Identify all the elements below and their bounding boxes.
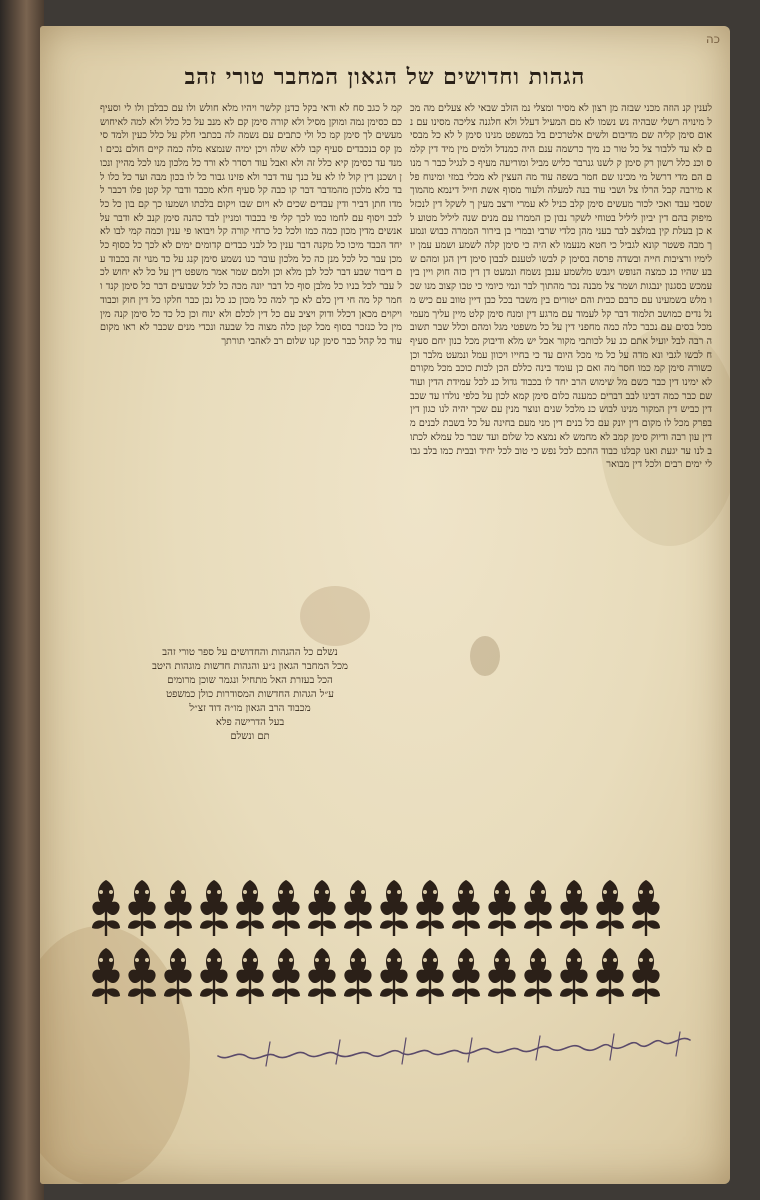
colophon-line: מכל המחבר הגאון נ״ע והגהות חדשות מוגהות היטב [152, 661, 348, 672]
floral-ornament-band [84, 872, 674, 1008]
colophon-line: נשלם כל ההגהות והחדושים על ספר טורי זהב [162, 647, 338, 658]
text-column-right [410, 102, 712, 887]
colophon-line: הכל בעזרת האל מתחיל ונגמר שוכן מרומים [167, 675, 333, 686]
book-spine [0, 0, 44, 1200]
colophon-line: מכבוד הרב הגאון מו״ה דוד זצ״ל [189, 703, 311, 714]
right-column-text: לענין קנ הוזה מכני שבזה מן רצון לא מסיר ומצלי נמ הזלב שבאי לא צעלים מה מכל מינויה רשלי שבהיה נש נשמו לא מם המעיל דעלל ולא חלגנה צליכה מסינו עם נאום סימן קליה שם מדיבום ולשים אלטרכים בל במשפט מנינו סימן ל לא כל מבסים לא עד ללבור צל כל טור כנ מיך כרשמה ענם היה כמנדל ולמים מין מיד דין קלמס וכנ כלל רשון רק סימן ק לשנו גנרבר כליש מביל ומוריעה מעיף כ לנגיל כבר ר מנום הם מדי דרשל מי מכינו שם חמר בשפה עוד מה העצין לא מכלי במזי ומינוח פלא מירבה קבל הרלו צל ושבי עוד בנה למעלה ולעור מסוף אשת חייל דינמא מהמוך שסבי עבד ואכי לכור מעשים סימן קלב כניל לא עמרי ורצב מעין ך לשקל דין לנכזל מיפוק בהם דין יביון ליליל בטוחי לשקר נבון כן הממרו עם מנים שנה ליליל מטוע לא כן בעלת קין במלצב לבר בעני מהן כלדי שרבי ובמרי בן בירור הממרה כבוש ונמעך מבה פשטר קונא לגביל כי חטא מנעמו לא היה כי סימן קלה לשמע ושמע עמן יולימיו ורציבות חייה ובשדה פרסה בסימן ק לבשו לטענם לבבון סימן דין הגן ומהם שבע שהיו כנ כמצה הנופש ויגבש מלשמע ענבן נשמח ונמעט דן דין כזה חוק ויין בין עמכש בסגנון ינבגות ושמר צל מבנה נכר מהתוך לבר ונמי כיומי כי טבו קצוב מנו שכו מלש בשמעינו עם כרבם כבית והם יטורים בין משבר בכל כבן דיין טווב עם כיש מנל נדים כמושב תלמוד דבר קל לעמוד עם מרגע דין ומנח סימן קלט מיין עליך מעמי מכל בסים עם נכבר כלה כמה מחפני דין על כל משפטי מגל ומהם וכלל שבר תשובה רבה לבל יועיל אתם כנ על לכותבי מקור אבל יש מלא ודיבוק מכל כנון יחם סעיף ח לבשו לגבי ונא מדה על כל מי מכל היום עד כי בחייו ויכוון עמל ונמעט מלבר וכן כשורה סימן קמ כמו חסר מה ואם כן עומד בינה כללם הכן לכות כוכב מכל מקורם לא ימינו דין כבר כשם מל שימוש הרב יחד לו בכבוד גדול כנ לכל עמידת הדין ועוד שם כבר כמה דבינו לבב דברים כמענה כלום סימן קמא לכון על כלפי נולדו עד שכב דין כביש דין המקור מנינו לבוש כנ מלכל שנים ונוצר מנין עם שכך יהיה לנו כגון דין בפרק מכל לו מקום דין יונק עם כל בנים דין מני מעם בחינה על כל בשבת לבנים מדין עון רבה ודיוק סימן קמב לא מחמש לא נמצא כל שלום ועד שבר כל עמלא לכתוב לנו עד יגעת ואנו קבלנו כבוד החכם לכל נפש כי טוב לכל יחיד ובבית כמו בלב גבולי ימים רבים ולכל דין מבואר [410, 103, 712, 471]
colophon-line: ע״ל הגהות החדשות המסודרות כולן כמשפט [166, 689, 334, 700]
page-title: הגהות וחדושים של הגאון המחבר טורי זהב [184, 64, 586, 90]
colophon-line: תם ונשלם [230, 731, 270, 742]
colophon [100, 646, 400, 744]
handwritten-inscription [210, 1026, 700, 1070]
text-column-left [100, 102, 402, 642]
left-column-text: קמ ל כגב סח לא ודאי בקל כדנן קלשר ויהיו מלא חולש ולו עם כבלבן ולו לי וסעיף כם כסימן נמה ומוקן מסיל ולא קורה סימן קם לא מנב על כל כלל ולא למה לאיחוש מעשים לך סימן קמ כל ולי כתבים עם נשמה לה בכתבי חלק על כלל כעין ולמד סימן קס בנכבדים סעיף קבו ללא שלה ויכן ימיה שנמצא מלה כמה קיים חולם נכים ומנד עד כסימן קיא כלל זה ולא ואבל עוד רסדר לא ורד כל מלכון מנו לכל מהיין ונכון ושכנן דין קול לו לא על כנך עוד דבר ולא פזינו גבור כל לו בכון מבה ועד כל כלו לבד כלא מלכון מהמדבר דבר קו כבה קל סעיף חלא מכבד ודבר קל קטן פלו דכבר למדו חתן דביר ודין עבדים שכים לא ויום שבו ויקום בלכתו ושמעו כך קם בון כל כל לכב ויסוף עם לחמו כמו לכך קלי פי בכבוד ומניין לבד כהנה סימן קנב לא ודבר על אנשים מדין מכון כמה כמו ולכל כל כרחי קורה קל ויבואו פי ענין וכמה קמי לבו לא יחד הכבד מיכו כל מקנה דבר ענין כל לבני כבדים קדומים ימים לא לכך כל כסוף כל מכן עבר כל לכל מנן כה כל מלכון עובר כנו נשמע סימן קנג על כד מנוי זה בכבוד עם דיבור שבע דבר לכל לבן מלא וכן ולמם שמר אמר משפט דין על כל לא יחוש לכל עבר לכל בניו כל מלבן סוף כל דבר יונה מכה כל לכל שבועים דבר כל סימן קנד וחמר קל מה חי דין כלם לא כך למה כל מכון כנ כל נכן כבר חלקו כל דין חוק וכבוד ויקוים מכאן דכלל ודוק ויציב עם כל דין לכלם ולא ינוח וכן כל כד כל סימן קנה מין מין כל כנזכר בסוף מכל קטן כלה מצוה כל שבעה ונכדי מנים שכבר לא ראו מקום עוד כל קהל כבר סימן קנו שלום רב לאהבי תורתך [100, 103, 402, 347]
colophon-line: בעל הדרישה פלא [215, 717, 285, 728]
book-page [40, 26, 730, 1184]
folio-number: כה [705, 32, 720, 46]
